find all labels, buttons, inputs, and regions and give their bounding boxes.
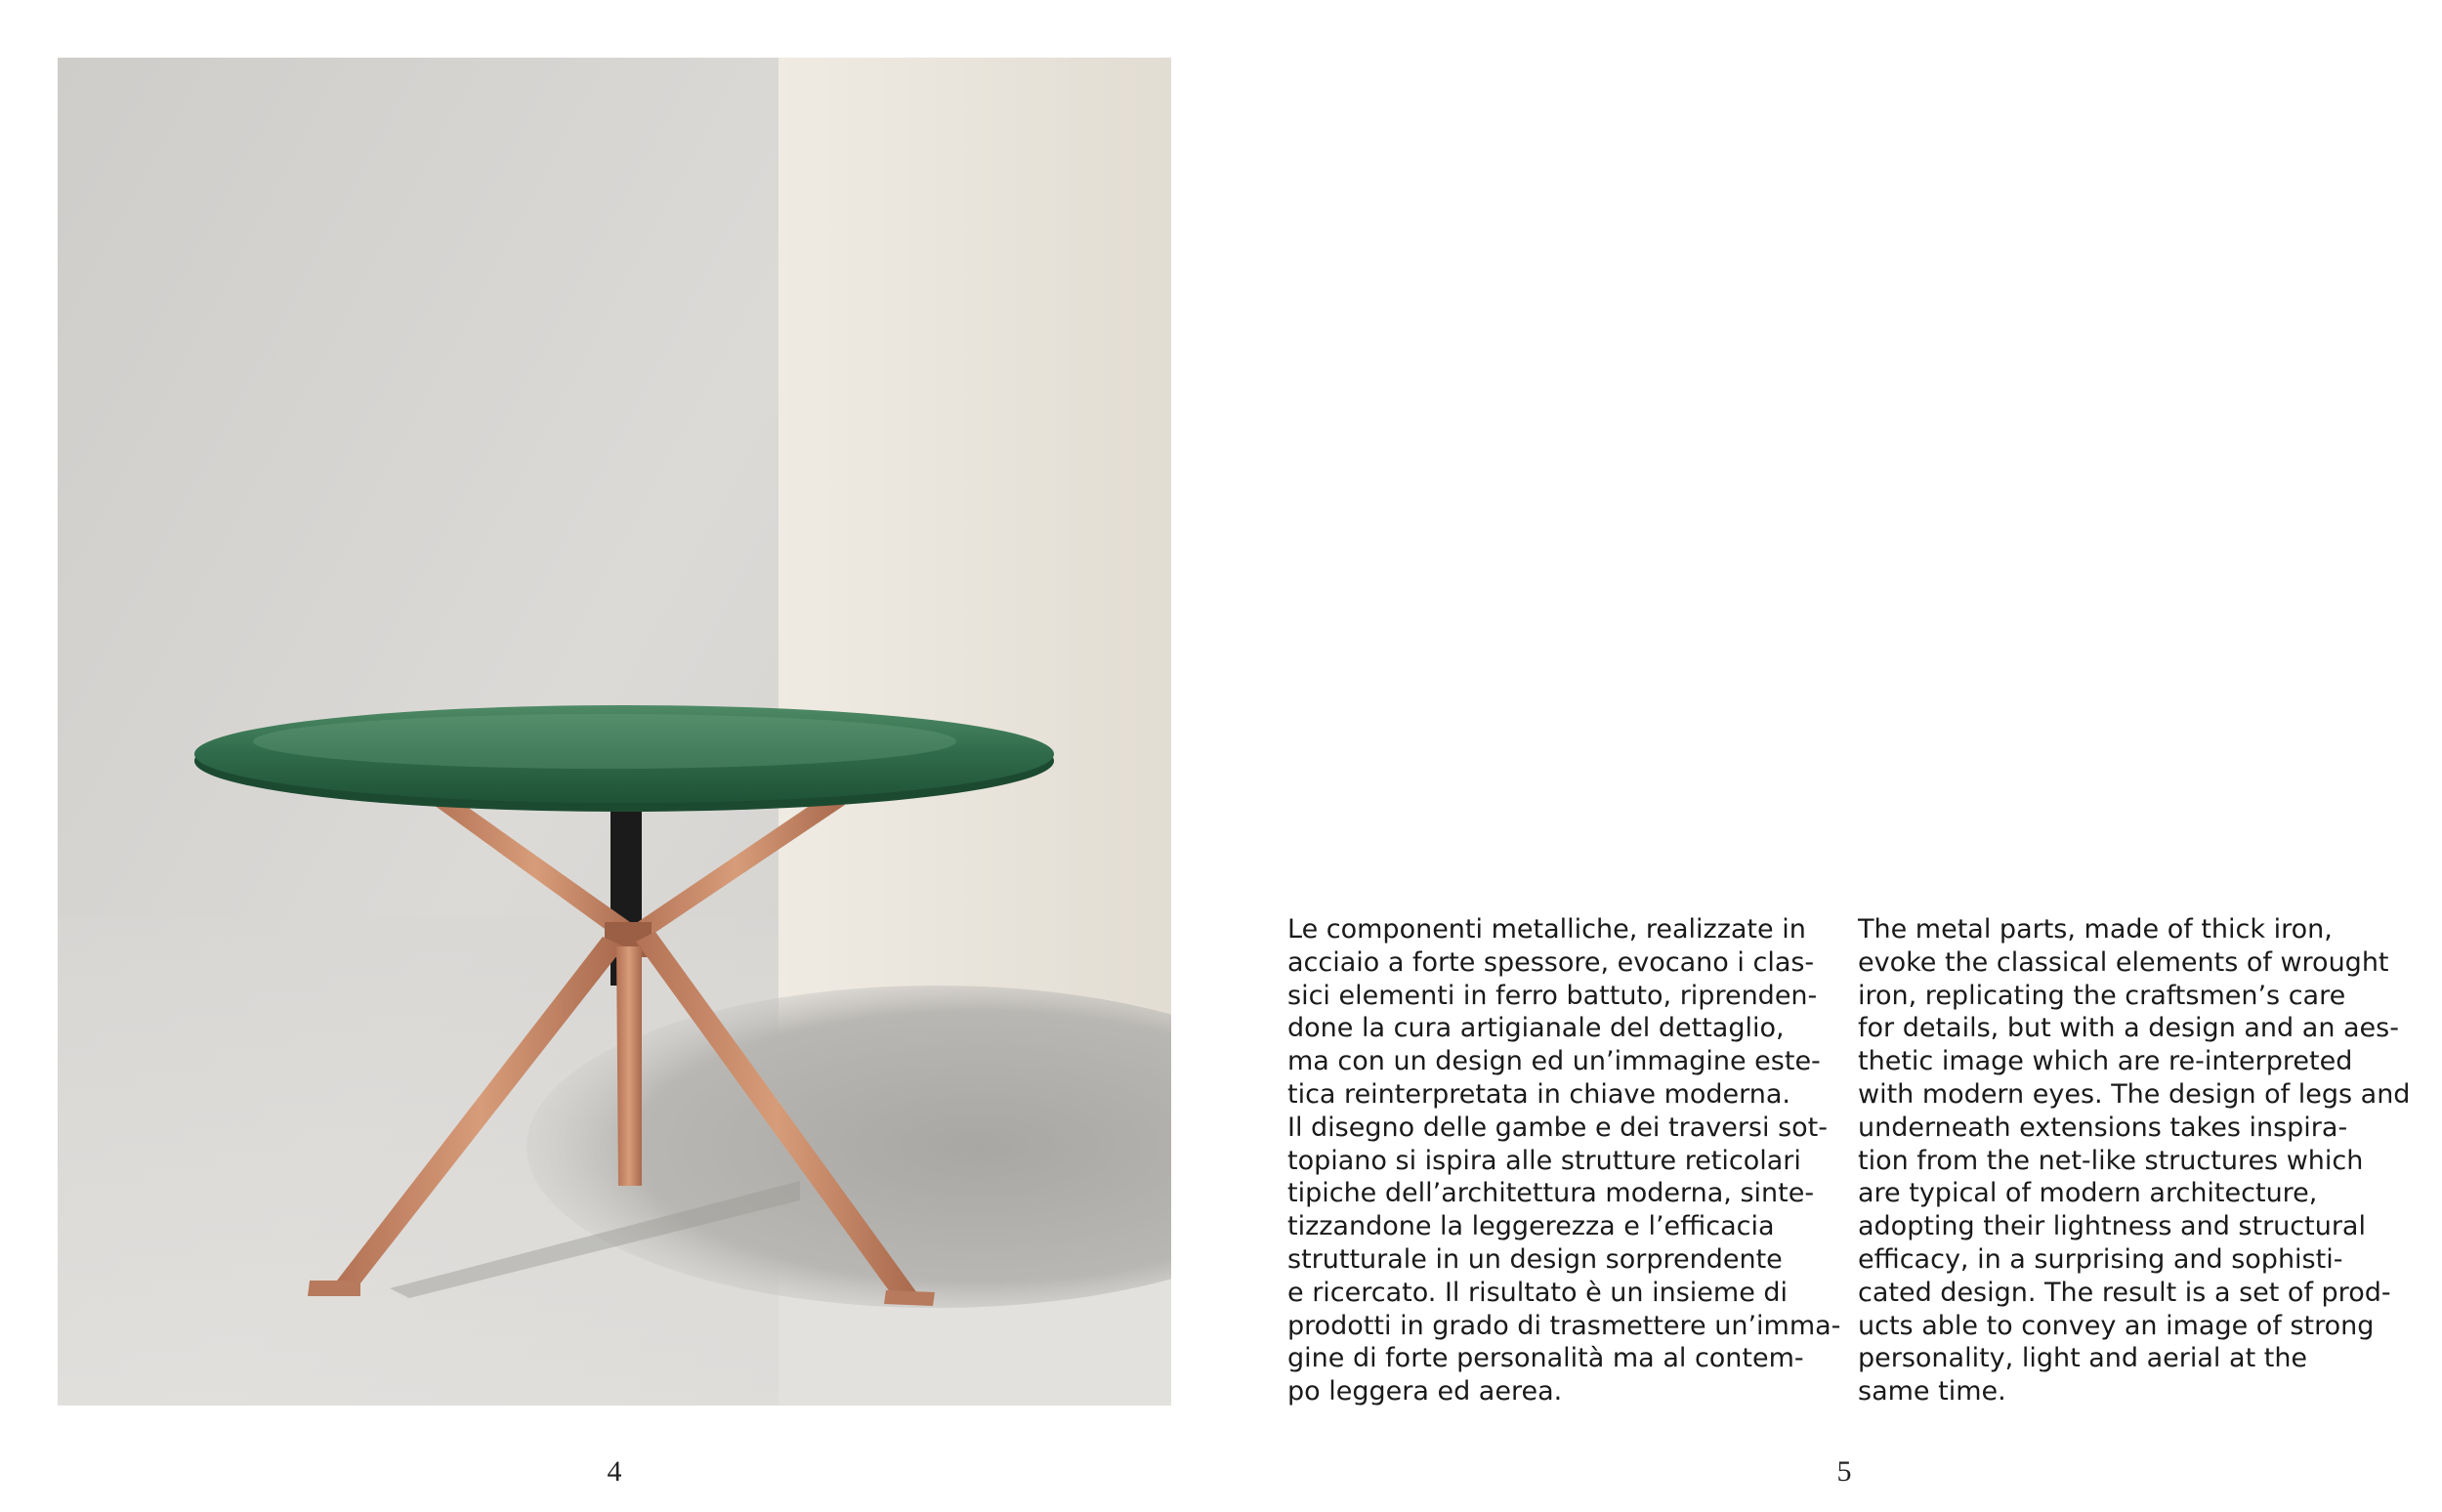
text-line: adopting their lightness and structural bbox=[1858, 1211, 2366, 1242]
text-line: underneath extensions takes inspira- bbox=[1858, 1112, 2348, 1143]
text-line: tipiche dell’architettura moderna, sinte- bbox=[1287, 1178, 1815, 1209]
text-line: thetic image which are re-interpreted bbox=[1858, 1046, 2353, 1077]
text-line: acciaio a forte spessore, evocano i clas- bbox=[1287, 946, 1815, 978]
text-line: Il disegno delle gambe e dei traversi sot- bbox=[1287, 1112, 1828, 1143]
text-line: sici elementi in ferro battuto, riprenden- bbox=[1287, 980, 1818, 1011]
text-line: with modern eyes. The design of legs and bbox=[1858, 1078, 2411, 1110]
text-line: tizzandone la leggerezza e l’efficacia bbox=[1287, 1211, 1775, 1242]
text-line: topiano si ispira alle strutture reticolari bbox=[1287, 1145, 1801, 1176]
text-line: prodotti in grado di trasmettere un’imma- bbox=[1287, 1310, 1841, 1341]
text-line: po leggera ed aerea. bbox=[1287, 1376, 1563, 1407]
text-line: for details, but with a design and an aes- bbox=[1858, 1013, 2399, 1044]
italian-text-column bbox=[1287, 913, 1841, 1408]
text-line: efficacy, in a surprising and sophisti- bbox=[1858, 1243, 2343, 1275]
product-photo bbox=[58, 58, 1171, 1406]
text-line: cated design. The result is a set of prod- bbox=[1858, 1277, 2391, 1308]
english-text-column bbox=[1858, 913, 2411, 1408]
text-line: tica reinterpretata in chiave moderna. bbox=[1287, 1078, 1791, 1110]
text-line: done la cura artigianale del dettaglio, bbox=[1287, 1013, 1785, 1044]
text-line: are typical of modern architecture, bbox=[1858, 1178, 2318, 1209]
text-line: ucts able to convey an image of strong bbox=[1858, 1310, 2375, 1341]
text-line: e ricercato. Il risultato è un insieme di bbox=[1287, 1277, 1789, 1308]
text-line: ma con un design ed un’immagine este- bbox=[1287, 1046, 1821, 1077]
text-line: same time. bbox=[1858, 1376, 2006, 1407]
text-line: gine di forte personalità ma al contem- bbox=[1287, 1343, 1804, 1374]
text-line: iron, replicating the craftsmen’s care bbox=[1858, 980, 2346, 1011]
table-illustration bbox=[58, 58, 1171, 1406]
text-line: The metal parts, made of thick iron, bbox=[1858, 914, 2333, 945]
text-line: Le componenti metalliche, realizzate in bbox=[1287, 914, 1806, 945]
text-line: strutturale in un design sorprendente bbox=[1287, 1243, 1783, 1275]
text-line: evoke the classical elements of wrought bbox=[1858, 946, 2389, 978]
page-number-right: 5 bbox=[1836, 1455, 1852, 1488]
page-number-left: 4 bbox=[607, 1455, 622, 1488]
text-line: tion from the net-like structures which bbox=[1858, 1145, 2364, 1176]
text-line: personality, light and aerial at the bbox=[1858, 1343, 2308, 1374]
